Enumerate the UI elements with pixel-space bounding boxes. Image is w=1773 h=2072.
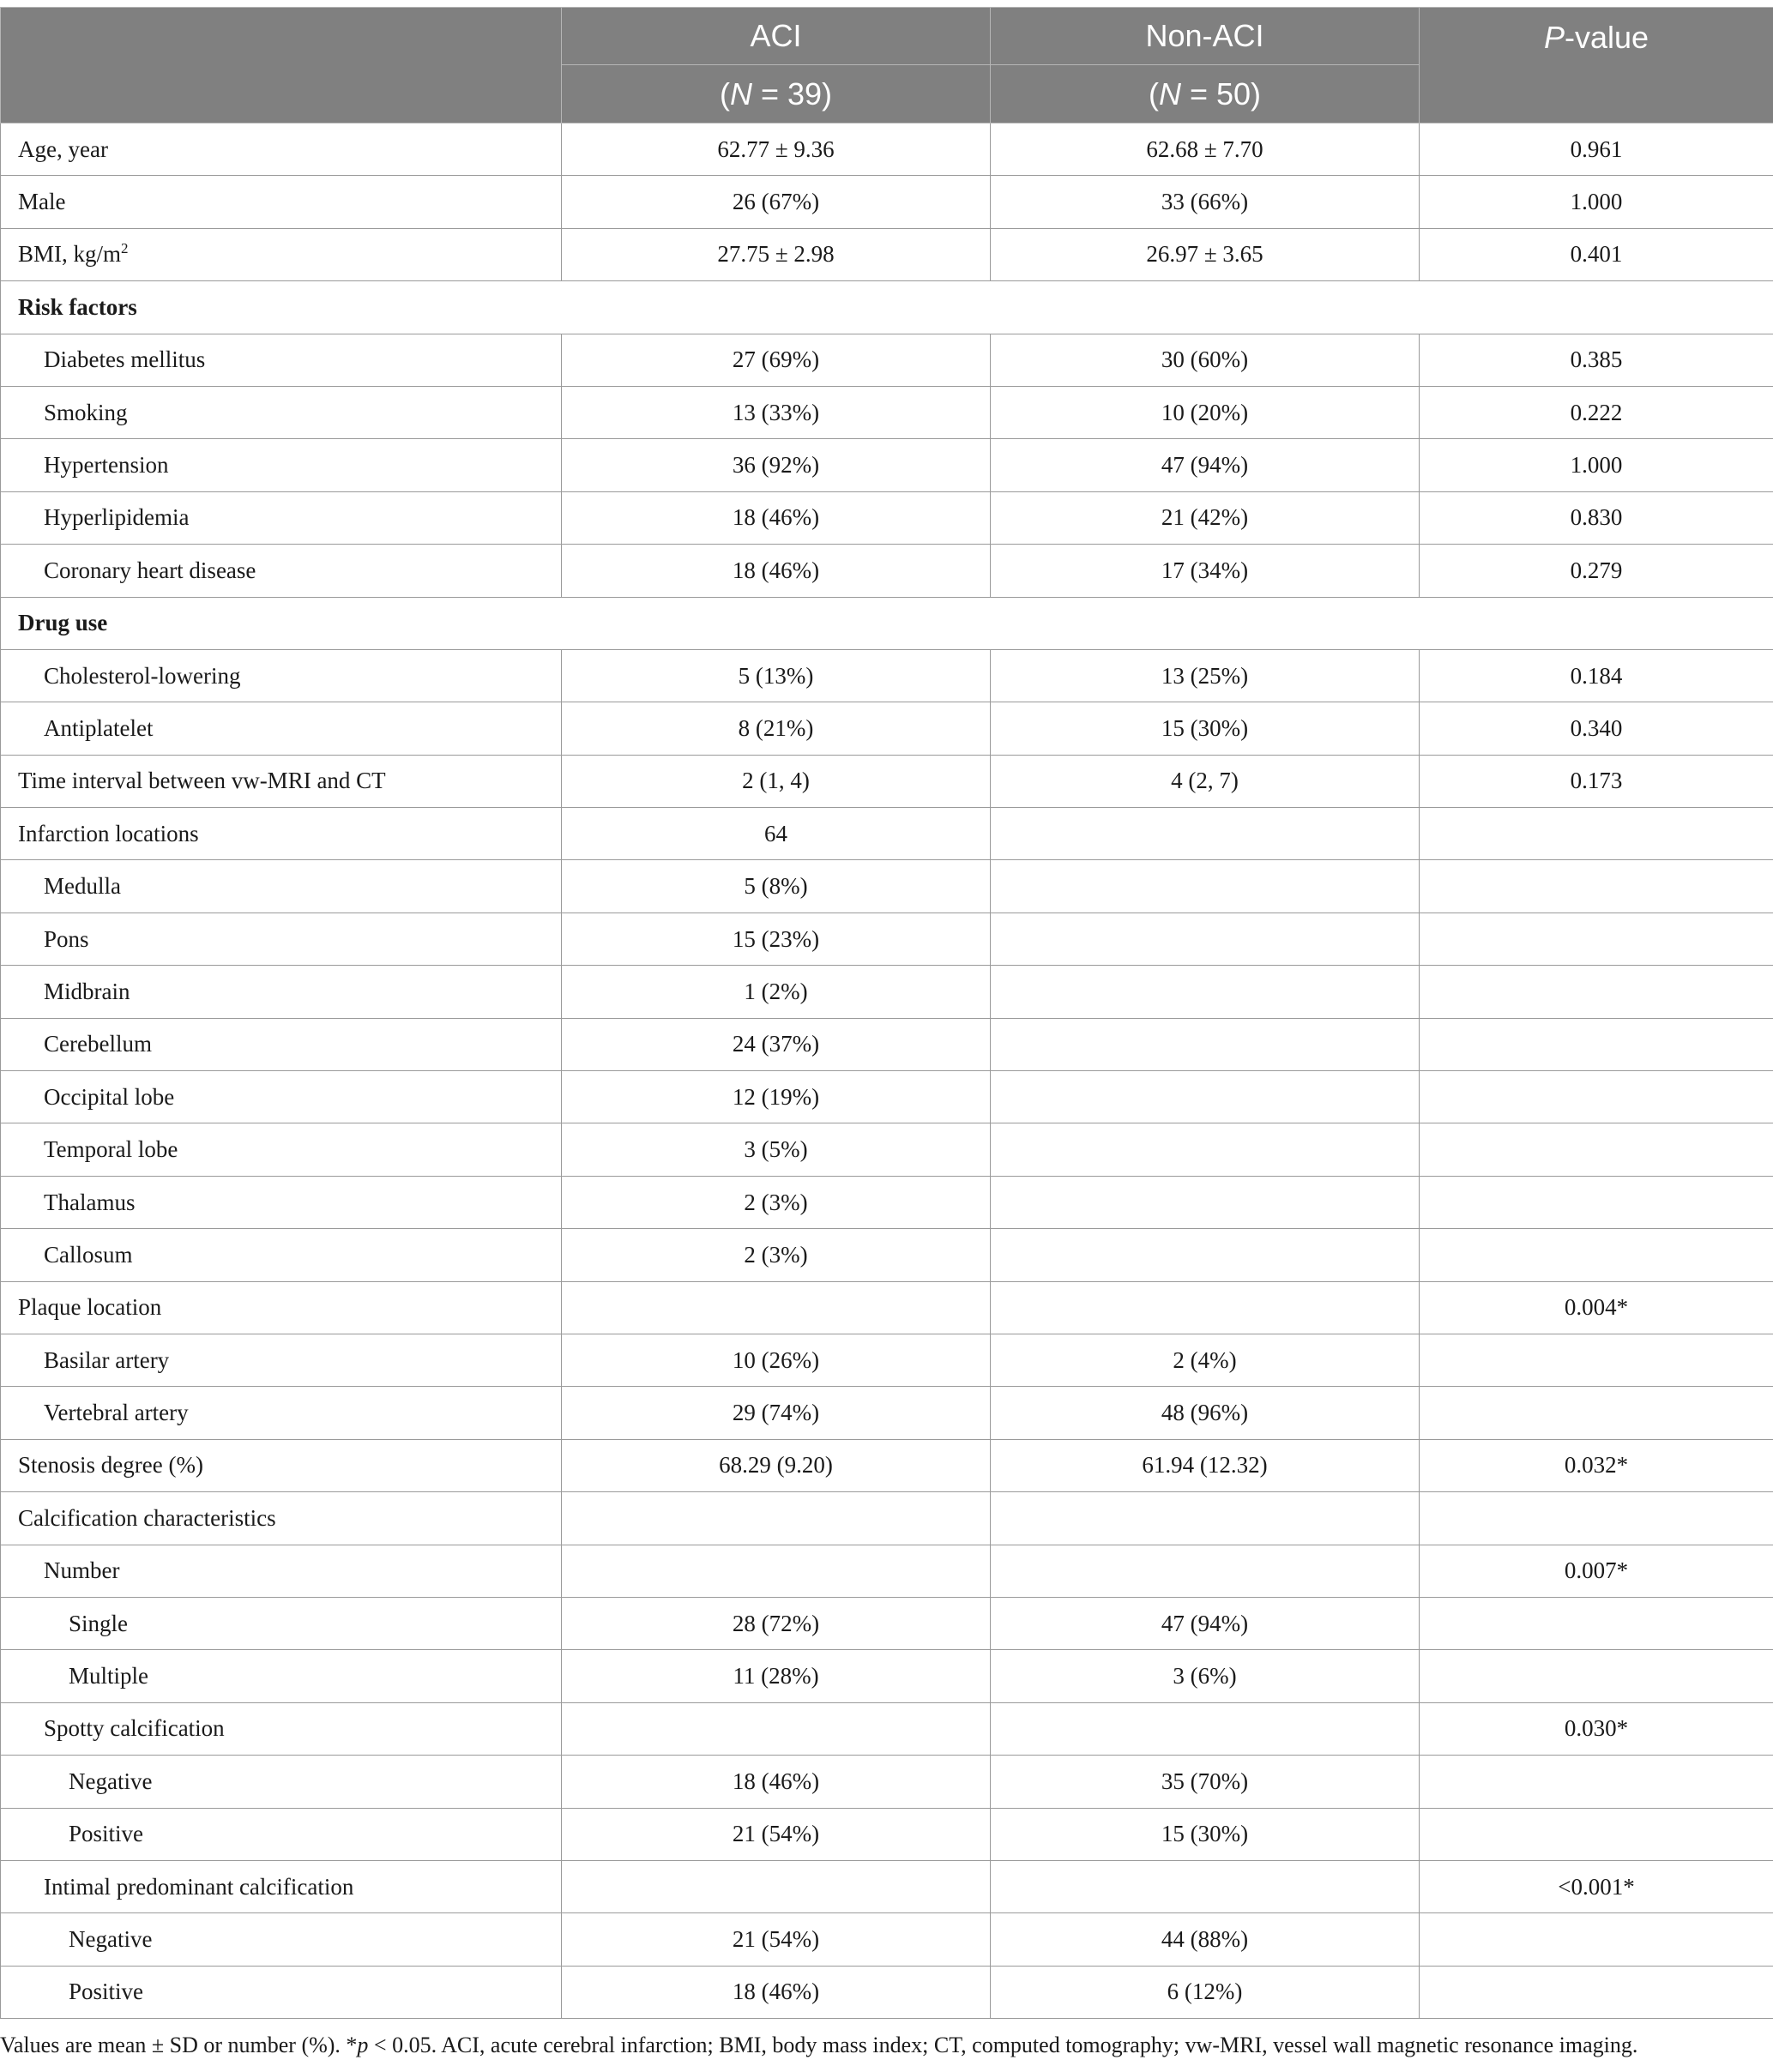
table-row xyxy=(1,1281,1773,1334)
row-label-text: Temporal lobe xyxy=(44,1136,178,1163)
aci-value: 12 (19%) xyxy=(562,1071,991,1123)
row-label-text: Multiple xyxy=(69,1663,148,1690)
row-label xyxy=(1,1650,562,1702)
p-value: 0.385 xyxy=(1420,334,1773,386)
header-pvalue-suffix: -value xyxy=(1564,20,1649,55)
n-equals: = xyxy=(751,75,787,111)
non-aci-value xyxy=(991,966,1420,1018)
row-label xyxy=(1,228,562,280)
baseline-characteristics-table-container xyxy=(0,7,1773,2019)
table-row xyxy=(1,966,1773,1018)
table-row xyxy=(1,176,1773,228)
p-value xyxy=(1420,1808,1773,1860)
p-value: 1.000 xyxy=(1420,439,1773,491)
row-label xyxy=(1,1702,562,1755)
non-aci-value xyxy=(991,1281,1420,1334)
p-value: 0.004* xyxy=(1420,1281,1773,1334)
table-row xyxy=(1,228,1773,280)
table-row xyxy=(1,334,1773,386)
non-aci-value: 62.68 ± 7.70 xyxy=(991,123,1420,176)
row-label-text: Single xyxy=(69,1610,129,1636)
table-row xyxy=(1,123,1773,176)
row-label-text: Time interval between vw-MRI and CT xyxy=(18,768,386,794)
non-aci-value: 3 (6%) xyxy=(991,1650,1420,1702)
row-label-text: Male xyxy=(18,189,66,215)
row-label-text: Cholesterol-lowering xyxy=(44,662,241,689)
row-label xyxy=(1,1071,562,1123)
aci-value: 8 (21%) xyxy=(562,702,991,755)
non-aci-value: 21 (42%) xyxy=(991,491,1420,544)
row-label xyxy=(1,1860,562,1912)
row-label xyxy=(1,545,562,597)
aci-value: 64 xyxy=(562,808,991,860)
non-aci-value: 13 (25%) xyxy=(991,649,1420,702)
non-aci-value: 6 (12%) xyxy=(991,1966,1420,2018)
non-aci-value xyxy=(991,808,1420,860)
non-aci-value: 35 (70%) xyxy=(991,1756,1420,1808)
row-label xyxy=(1,1176,562,1228)
table-row xyxy=(1,1650,1773,1702)
non-aci-value xyxy=(991,913,1420,965)
table-footnote xyxy=(0,2033,1773,2058)
p-value xyxy=(1420,1387,1773,1439)
row-label-text: Positive xyxy=(69,1821,144,1847)
row-label-text: Spotty calcification xyxy=(44,1715,225,1742)
header-non-aci-count xyxy=(991,65,1420,123)
aci-value: 15 (23%) xyxy=(562,913,991,965)
p-value xyxy=(1420,966,1773,1018)
non-aci-value xyxy=(991,1492,1420,1545)
row-label-text: Midbrain xyxy=(44,978,130,1004)
row-label-text: Positive xyxy=(69,1979,144,2005)
aci-value: 1 (2%) xyxy=(562,966,991,1018)
table-header xyxy=(1,8,1773,123)
p-value: 0.030* xyxy=(1420,1702,1773,1755)
non-aci-value xyxy=(991,860,1420,913)
aci-value xyxy=(562,1702,991,1755)
non-aci-value: 26.97 ± 3.65 xyxy=(991,228,1420,280)
non-aci-value xyxy=(991,1702,1420,1755)
p-value: 0.340 xyxy=(1420,702,1773,755)
p-value xyxy=(1420,913,1773,965)
table-row xyxy=(1,1545,1773,1597)
aci-value xyxy=(562,1545,991,1597)
row-label xyxy=(1,913,562,965)
row-label-text: Basilar artery xyxy=(44,1346,170,1373)
table-row xyxy=(1,386,1773,438)
row-label xyxy=(1,702,562,755)
table-row xyxy=(1,439,1773,491)
row-label-text: Number xyxy=(44,1557,120,1584)
row-label xyxy=(1,1439,562,1491)
header-blank-cell xyxy=(1,8,562,123)
non-aci-value: 4 (2, 7) xyxy=(991,755,1420,807)
p-value xyxy=(1420,1492,1773,1545)
row-label xyxy=(1,1229,562,1281)
table-row xyxy=(1,913,1773,965)
aci-value: 21 (54%) xyxy=(562,1913,991,1966)
aci-value: 24 (37%) xyxy=(562,1018,991,1070)
row-label-text: Thalamus xyxy=(44,1189,136,1215)
table-row xyxy=(1,702,1773,755)
aci-value: 10 (26%) xyxy=(562,1334,991,1386)
non-aci-value: 33 (66%) xyxy=(991,176,1420,228)
row-label xyxy=(1,491,562,544)
section-label: Drug use xyxy=(1,597,1773,649)
table-row xyxy=(1,1071,1773,1123)
row-label-text: Intimal predominant calcification xyxy=(44,1873,354,1900)
non-aci-value: 47 (94%) xyxy=(991,1597,1420,1649)
row-label xyxy=(1,1018,562,1070)
p-value: <0.001* xyxy=(1420,1860,1773,1912)
aci-value xyxy=(562,1281,991,1334)
table-row xyxy=(1,1492,1773,1545)
p-value: 0.007* xyxy=(1420,1545,1773,1597)
aci-value: 21 (54%) xyxy=(562,1808,991,1860)
row-label xyxy=(1,1334,562,1386)
aci-value: 26 (67%) xyxy=(562,176,991,228)
row-label-text: Vertebral artery xyxy=(44,1400,189,1426)
table-row xyxy=(1,1808,1773,1860)
row-label xyxy=(1,1966,562,2018)
p-value: 0.222 xyxy=(1420,386,1773,438)
aci-value xyxy=(562,1492,991,1545)
aci-value: 62.77 ± 9.36 xyxy=(562,123,991,176)
row-label xyxy=(1,1597,562,1649)
row-label-text: Negative xyxy=(69,1768,153,1794)
p-value: 0.279 xyxy=(1420,545,1773,597)
p-value xyxy=(1420,1176,1773,1228)
section-label: Risk factors xyxy=(1,281,1773,334)
row-label-text: Diabetes mellitus xyxy=(44,346,206,373)
aci-value: 18 (46%) xyxy=(562,491,991,544)
section-header-row xyxy=(1,597,1773,649)
p-value: 0.961 xyxy=(1420,123,1773,176)
paren-open: ( xyxy=(1148,75,1159,111)
row-label-text: Smoking xyxy=(44,399,128,425)
non-aci-value: 47 (94%) xyxy=(991,439,1420,491)
p-value xyxy=(1420,1597,1773,1649)
non-aci-value xyxy=(991,1123,1420,1176)
aci-value: 2 (1, 4) xyxy=(562,755,991,807)
table-row xyxy=(1,491,1773,544)
table-row xyxy=(1,1860,1773,1912)
row-label-text: Antiplatelet xyxy=(44,714,154,741)
row-label xyxy=(1,649,562,702)
row-label-text: Stenosis degree (%) xyxy=(18,1452,203,1479)
p-value xyxy=(1420,1229,1773,1281)
n-equals: = xyxy=(1180,75,1216,111)
header-row-1 xyxy=(1,8,1773,65)
paren-open: ( xyxy=(719,75,730,111)
row-label-text: Pons xyxy=(44,925,89,952)
row-label-text: Age, year xyxy=(18,136,108,162)
p-value xyxy=(1420,1018,1773,1070)
n-letter: N xyxy=(729,75,752,111)
aci-value: 3 (5%) xyxy=(562,1123,991,1176)
footnote-p: p xyxy=(357,2033,369,2057)
row-label-superscript: 2 xyxy=(121,240,129,257)
row-label xyxy=(1,176,562,228)
p-value: 0.184 xyxy=(1420,649,1773,702)
table-row xyxy=(1,1387,1773,1439)
aci-value: 11 (28%) xyxy=(562,1650,991,1702)
row-label xyxy=(1,1387,562,1439)
header-aci: ACI xyxy=(562,8,991,65)
non-aci-value xyxy=(991,1071,1420,1123)
p-value xyxy=(1420,1123,1773,1176)
aci-value: 5 (13%) xyxy=(562,649,991,702)
baseline-characteristics-table xyxy=(0,7,1773,2019)
p-value: 0.830 xyxy=(1420,491,1773,544)
non-aci-value: 15 (30%) xyxy=(991,1808,1420,1860)
row-label xyxy=(1,386,562,438)
n-letter: N xyxy=(1158,75,1181,111)
aci-value: 2 (3%) xyxy=(562,1229,991,1281)
table-row xyxy=(1,1913,1773,1966)
non-aci-value xyxy=(991,1176,1420,1228)
table-row xyxy=(1,1966,1773,2018)
row-label xyxy=(1,966,562,1018)
row-label-text: Negative xyxy=(69,1925,153,1952)
non-aci-value: 30 (60%) xyxy=(991,334,1420,386)
p-value xyxy=(1420,1334,1773,1386)
non-aci-value: 2 (4%) xyxy=(991,1334,1420,1386)
row-label xyxy=(1,1756,562,1808)
row-label-text: Occipital lobe xyxy=(44,1083,175,1110)
footnote-text-1: Values are mean ± SD or number (%). * xyxy=(0,2033,358,2057)
row-label xyxy=(1,1913,562,1966)
aci-value: 2 (3%) xyxy=(562,1176,991,1228)
header-aci-count xyxy=(562,65,991,123)
aci-value: 28 (72%) xyxy=(562,1597,991,1649)
non-aci-value: 15 (30%) xyxy=(991,702,1420,755)
p-value xyxy=(1420,808,1773,860)
aci-value: 27.75 ± 2.98 xyxy=(562,228,991,280)
non-aci-value xyxy=(991,1860,1420,1912)
paren-close: ) xyxy=(1251,75,1262,111)
non-aci-n-value: 50 xyxy=(1215,75,1251,111)
non-aci-value: 17 (34%) xyxy=(991,545,1420,597)
table-row xyxy=(1,1702,1773,1755)
p-value: 0.032* xyxy=(1420,1439,1773,1491)
row-label-text: BMI, kg/m xyxy=(18,241,122,268)
non-aci-value xyxy=(991,1018,1420,1070)
table-row xyxy=(1,1229,1773,1281)
row-label-text: Callosum xyxy=(44,1241,133,1268)
non-aci-value: 61.94 (12.32) xyxy=(991,1439,1420,1491)
header-pvalue-p: P xyxy=(1543,20,1565,55)
row-label xyxy=(1,439,562,491)
table-row xyxy=(1,808,1773,860)
row-label-text: Medulla xyxy=(44,873,121,900)
header-non-aci: Non-ACI xyxy=(991,8,1420,65)
header-pvalue xyxy=(1420,8,1773,123)
p-value: 1.000 xyxy=(1420,176,1773,228)
row-label-text: Infarction locations xyxy=(18,820,199,846)
row-label-text: Coronary heart disease xyxy=(44,557,256,583)
row-label xyxy=(1,860,562,913)
non-aci-value xyxy=(991,1545,1420,1597)
row-label-text: Hyperlipidemia xyxy=(44,504,190,531)
row-label-text: Hypertension xyxy=(44,452,169,479)
aci-value: 68.29 (9.20) xyxy=(562,1439,991,1491)
table-row xyxy=(1,1439,1773,1491)
aci-n-value: 39 xyxy=(787,75,823,111)
row-label-text: Cerebellum xyxy=(44,1031,152,1057)
non-aci-value: 48 (96%) xyxy=(991,1387,1420,1439)
section-header-row xyxy=(1,281,1773,334)
table-row xyxy=(1,545,1773,597)
non-aci-value xyxy=(991,1229,1420,1281)
p-value xyxy=(1420,1071,1773,1123)
row-label xyxy=(1,808,562,860)
row-label-text: Plaque location xyxy=(18,1294,162,1321)
table-row xyxy=(1,1597,1773,1649)
table-row xyxy=(1,1176,1773,1228)
aci-value: 29 (74%) xyxy=(562,1387,991,1439)
row-label xyxy=(1,755,562,807)
aci-value: 18 (46%) xyxy=(562,1756,991,1808)
table-row xyxy=(1,860,1773,913)
p-value xyxy=(1420,1650,1773,1702)
p-value: 0.173 xyxy=(1420,755,1773,807)
table-row xyxy=(1,755,1773,807)
row-label xyxy=(1,1545,562,1597)
p-value xyxy=(1420,860,1773,913)
aci-value xyxy=(562,1860,991,1912)
aci-value: 5 (8%) xyxy=(562,860,991,913)
aci-value: 13 (33%) xyxy=(562,386,991,438)
row-label xyxy=(1,1492,562,1545)
table-row xyxy=(1,1123,1773,1176)
aci-value: 27 (69%) xyxy=(562,334,991,386)
row-label xyxy=(1,334,562,386)
table-row xyxy=(1,649,1773,702)
row-label xyxy=(1,1808,562,1860)
row-label xyxy=(1,1123,562,1176)
table-body xyxy=(1,123,1773,2019)
table-row xyxy=(1,1018,1773,1070)
paren-close: ) xyxy=(822,75,833,111)
p-value xyxy=(1420,1966,1773,2018)
row-label-text: Calcification characteristics xyxy=(18,1504,276,1531)
aci-value: 36 (92%) xyxy=(562,439,991,491)
row-label xyxy=(1,1281,562,1334)
aci-value: 18 (46%) xyxy=(562,545,991,597)
table-row xyxy=(1,1334,1773,1386)
p-value: 0.401 xyxy=(1420,228,1773,280)
table-row xyxy=(1,1756,1773,1808)
p-value xyxy=(1420,1913,1773,1966)
footnote-text-2: < 0.05. ACI, acute cerebral infarction; BMI, body mass index; CT, computed tomography; vw-MRI, vessel wall magnetic resonance imaging. xyxy=(368,2033,1638,2057)
p-value xyxy=(1420,1756,1773,1808)
non-aci-value: 10 (20%) xyxy=(991,386,1420,438)
non-aci-value: 44 (88%) xyxy=(991,1913,1420,1966)
aci-value: 18 (46%) xyxy=(562,1966,991,2018)
row-label xyxy=(1,123,562,176)
